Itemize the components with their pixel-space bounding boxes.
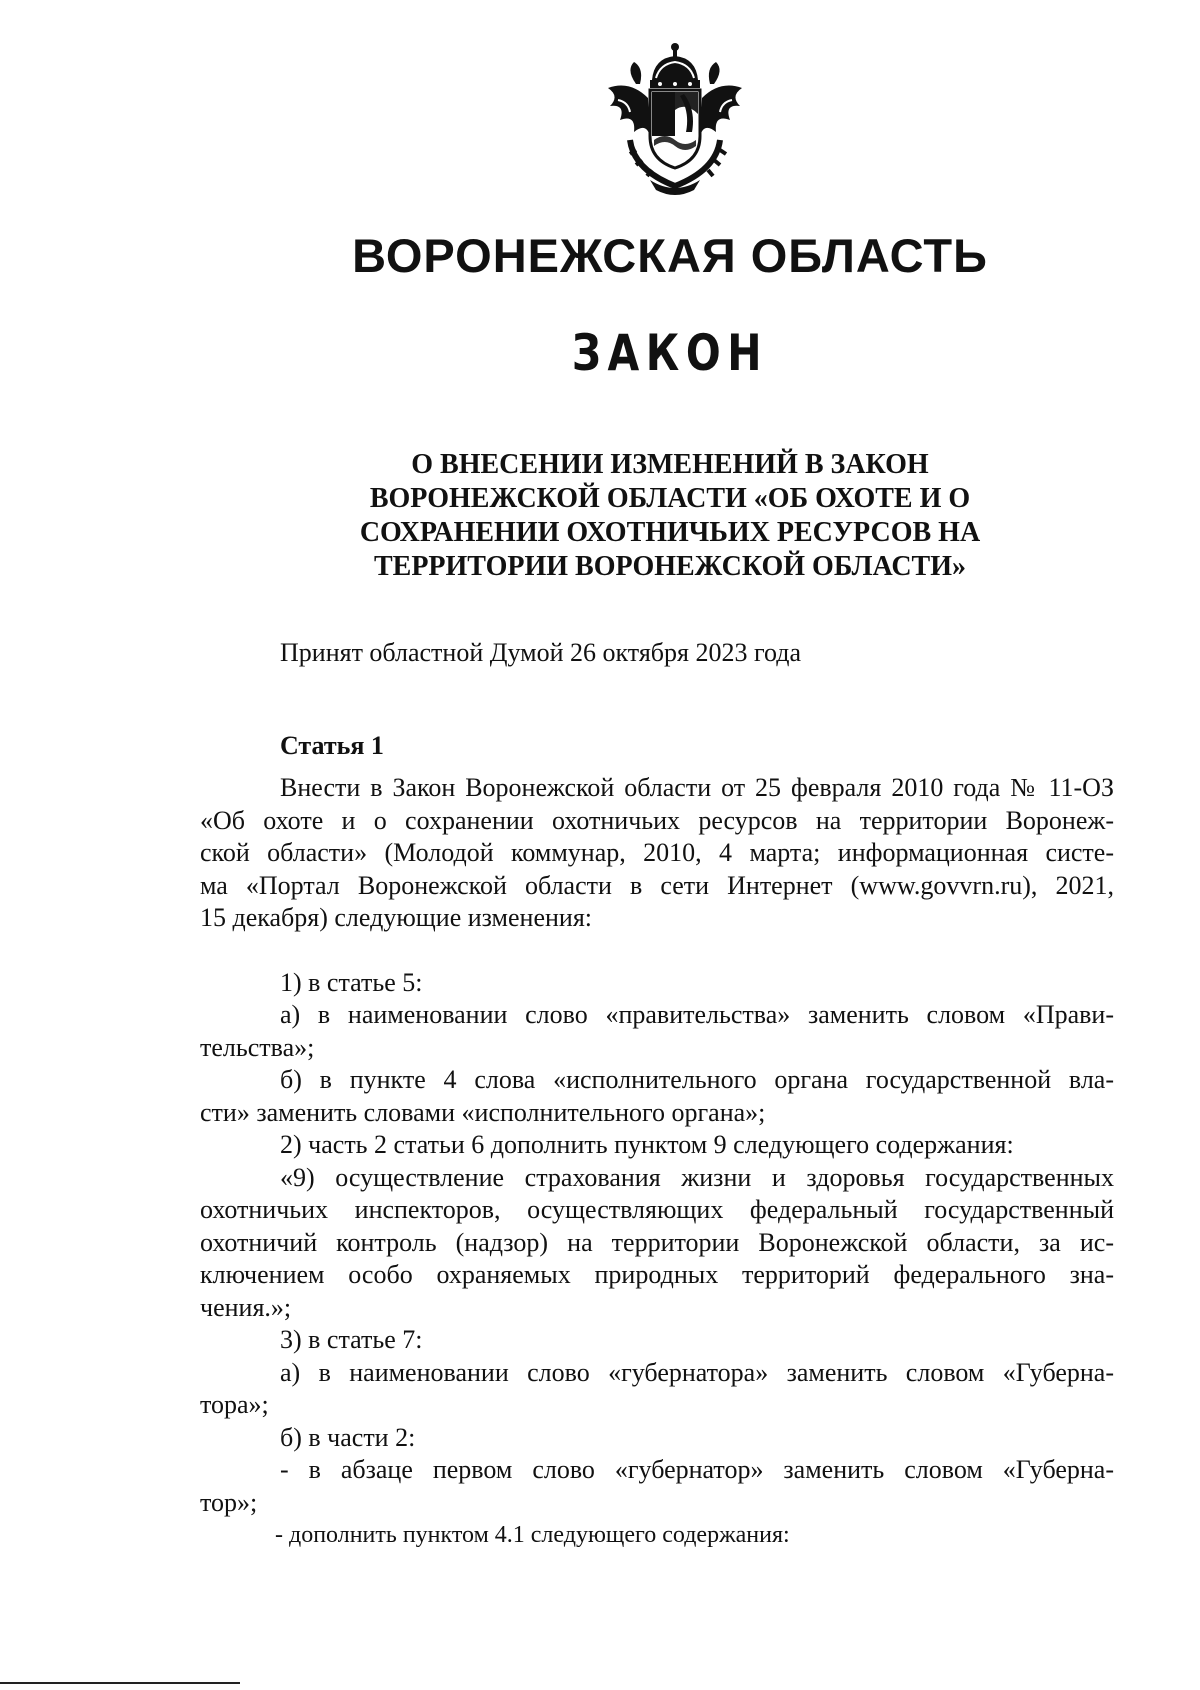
footnote-rule: [0, 1682, 240, 1684]
body-line: охотничьих инспекторов, осуществляющих федеральный государственный: [200, 1195, 1114, 1224]
region-heading: ВОРОНЕЖСКАЯ ОБЛАСТЬ: [352, 229, 988, 282]
body-line: ской области» (Молодой коммунар, 2010, 4 марта; информационная систе-: [200, 838, 1114, 867]
title-line: ВОРОНЕЖСКОЙ ОБЛАСТИ «ОБ ОХОТЕ И О: [369, 483, 971, 514]
adoption-date: Принят областной Думой 26 октября 2023 года: [280, 638, 802, 667]
body-line: б) в пункте 4 слова «исполнительного органа государственной вла-: [280, 1065, 1114, 1094]
body-line: а) в наименовании слово «губернатора» заменить словом «Губерна-: [280, 1357, 1114, 1387]
body-line: чения.»;: [200, 1292, 292, 1322]
body-line: ма «Портал Воронежской области в сети Интернет (www.govvrn.ru), 2021,: [200, 870, 1114, 900]
body-line: - дополнить пунктом 4.1 следующего содержания:: [275, 1522, 790, 1548]
body-line: «Об охоте и о сохранении охотничьих ресурсов на территории Воронеж-: [200, 805, 1114, 835]
title-line: СОХРАНЕНИИ ОХОТНИЧЬИХ РЕСУРСОВ НА: [359, 517, 981, 548]
body-line: 3) в статье 7:: [280, 1325, 423, 1354]
body-line: тора»;: [200, 1390, 269, 1419]
document-type-heading: ЗАКОН: [571, 324, 769, 382]
body-line: тор»;: [200, 1487, 258, 1517]
body-line: ключением особо охраняемых природных территорий федерального зна-: [200, 1260, 1114, 1289]
law-title: [260, 448, 1080, 584]
coat-of-arms-emblem: [590, 40, 760, 198]
article-body: [200, 772, 1114, 1552]
body-line: - в абзаце первом слово «губернатор» заменить словом «Губерна-: [280, 1455, 1114, 1484]
body-line: 15 декабря) следующие изменения:: [200, 903, 593, 932]
body-line: тельства»;: [200, 1032, 315, 1062]
paragraph-gap: [200, 935, 1114, 967]
body-line: 2) часть 2 статьи 6 дополнить пунктом 9 следующего содержания:: [280, 1130, 1014, 1159]
body-line: а) в наименовании слово «правительства» заменить словом «Прави-: [280, 1000, 1114, 1029]
article-heading: Статья 1: [280, 731, 384, 760]
body-line: 1) в статье 5:: [280, 967, 423, 997]
body-line: Внести в Закон Воронежской области от 25 февраля 2010 года № 11-ОЗ: [280, 773, 1114, 802]
body-line: б) в части 2:: [280, 1422, 416, 1452]
title-line: ТЕРРИТОРИИ ВОРОНЕЖСКОЙ ОБЛАСТИ»: [373, 551, 967, 582]
body-line: «9) осуществление страхования жизни и здоровья государственных: [280, 1162, 1114, 1192]
body-line: охотничий контроль (надзор) на территории Воронежской области, за ис-: [200, 1227, 1114, 1257]
body-line: сти» заменить словами «исполнительного органа»;: [200, 1097, 766, 1127]
title-line: О ВНЕСЕНИИ ИЗМЕНЕНИЙ В ЗАКОН: [411, 449, 929, 480]
